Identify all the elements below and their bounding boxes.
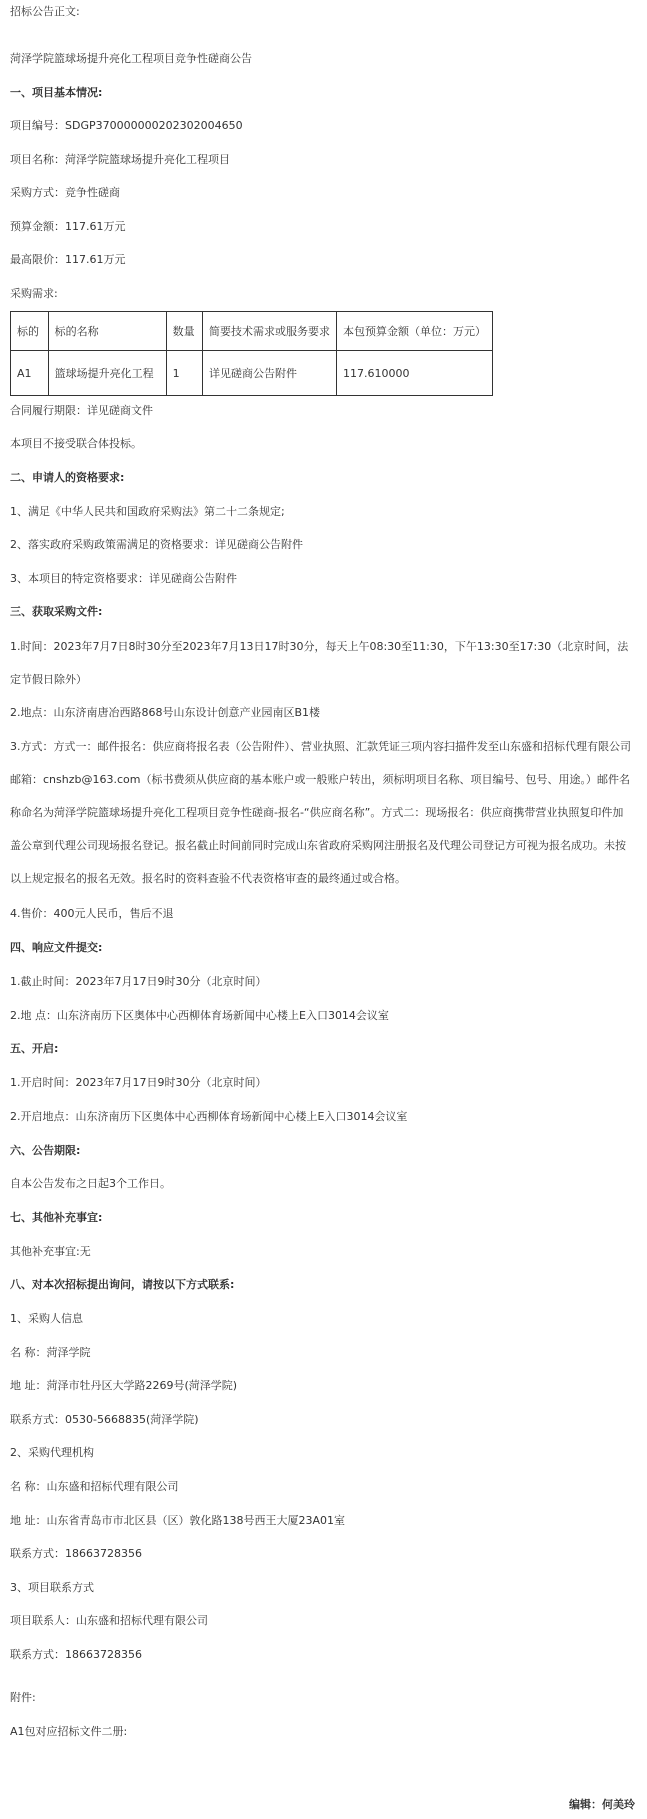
attachment-link[interactable]: A1包对应招标文件二册: [10,1725,128,1738]
no-consortium-note: 本项目不接受联合体投标。 [10,437,142,450]
submission-place: 2.地 点：山东济南历下区奥体中心西柳体育场新闻中心楼上E入口3014会议室 [10,1009,389,1022]
purchaser-address: 地 址：菏泽市牡丹区大学路2269号(菏泽学院) [10,1379,238,1392]
table-cell: 详见磋商公告附件 [202,351,336,396]
opening-place: 2.开启地点：山东济南历下区奥体中心西柳体育场新闻中心楼上E入口3014会议室 [10,1110,408,1123]
intro-label: 招标公告正文: [10,5,80,18]
document-price: 4.售价：400元人民币，售后不退 [10,907,174,920]
submission-deadline: 1.截止时间：2023年7月17日9时30分（北京时间） [10,975,267,988]
section-5-heading: 五、开启: [10,1042,59,1055]
editor-credit: 编辑：何美玲 [569,1798,635,1811]
qualification-item: 2、落实政府采购政策需满足的资格要求：详见磋商公告附件 [10,538,303,551]
table-cell: 1 [166,351,202,396]
other-matters: 其他补充事宜:无 [10,1245,91,1258]
procurement-method: 采购方式：竞争性磋商 [10,186,120,199]
budget-amount: 预算金额：117.61万元 [10,220,126,233]
procurement-table [10,311,493,396]
purchaser-title: 1、采购人信息 [10,1312,83,1325]
contract-period: 合同履行期限：详见磋商文件 [10,404,153,417]
table-header-row [11,312,493,351]
attachments-label: 附件: [10,1691,36,1704]
qualification-item: 1、满足《中华人民共和国政府采购法》第二十二条规定; [10,505,285,518]
section-3-heading: 三、获取采购文件: [10,605,103,618]
agency-contact: 联系方式：18663728356 [10,1547,142,1560]
acquisition-method: 3.方式：方式一：邮件报名：供应商将报名表（公告附件）、营业执照、汇款凭证三项内容扫描件发至山东盛和招标代理有限公司邮箱：cnshzb@163.com（标书费须从供应商的基本账户或一般账户转出，须标明项目名称、项目编号、包号、用途。）邮件名称命名为菏泽学院篮球场提升亮化工程项目竞争性磋商-报名-“供应商名称”。方式二：现场报名：供应商携带营业执照复印件加盖公章到代理公司现场报名登记。报名截止时间前同时完成山东省政府采购网注册报名及代理公司登记方可视为报名成功。未按以上规定报名的报名无效。报名时的资料查验不代表资格审查的最终通过或合格。 [10,740,631,885]
acquisition-place: 2.地点：山东济南唐冶西路868号山东设计创意产业园南区B1楼 [10,706,321,719]
agency-name: 名 称：山东盛和招标代理有限公司 [10,1480,179,1493]
project-number: 项目编号：SDGP370000000202302004650 [10,119,243,132]
table-cell: A1 [11,351,49,396]
section-4-heading: 四、响应文件提交: [10,941,103,954]
agency-title: 2、采购代理机构 [10,1446,94,1459]
table-header-cell: 标的名称 [48,312,166,351]
table-row [11,351,493,396]
agency-address: 地 址：山东省青岛市市北区县（区）敦化路138号西王大厦23A01室 [10,1514,346,1527]
max-price: 最高限价：117.61万元 [10,253,126,266]
project-contact-phone: 联系方式：18663728356 [10,1648,142,1661]
table-header-cell: 本包预算金额（单位：万元） [337,312,493,351]
notice-period: 自本公告发布之日起3个工作日。 [10,1177,171,1190]
section-8-heading: 八、对本次招标提出询问，请按以下方式联系: [10,1278,235,1291]
table-header-cell: 数量 [166,312,202,351]
table-header-cell: 简要技术需求或服务要求 [202,312,336,351]
purchaser-name: 名 称：菏泽学院 [10,1346,91,1359]
section-1-heading: 一、项目基本情况: [10,86,103,99]
table-cell: 篮球场提升亮化工程 [48,351,166,396]
table-header-cell: 标的 [11,312,49,351]
project-name: 项目名称：菏泽学院篮球场提升亮化工程项目 [10,153,230,166]
opening-time: 1.开启时间：2023年7月17日9时30分（北京时间） [10,1076,267,1089]
qualification-item: 3、本项目的特定资格要求：详见磋商公告附件 [10,572,237,585]
section-7-heading: 七、其他补充事宜: [10,1211,103,1224]
project-contact-person: 项目联系人：山东盛和招标代理有限公司 [10,1614,208,1627]
section-6-heading: 六、公告期限: [10,1144,81,1157]
purchaser-contact: 联系方式：0530-5668835(菏泽学院) [10,1413,199,1426]
procurement-demand-label: 采购需求: [10,287,58,300]
section-2-heading: 二、申请人的资格要求: [10,471,125,484]
acquisition-time: 1.时间：2023年7月7日8时30分至2023年7月13日17时30分，每天上午08:30至11:30，下午13:30至17:30（北京时间，法定节假日除外） [10,640,629,686]
notice-title: 菏泽学院篮球场提升亮化工程项目竞争性磋商公告 [10,52,252,65]
table-cell: 117.610000 [337,351,493,396]
project-contact-title: 3、项目联系方式 [10,1581,94,1594]
